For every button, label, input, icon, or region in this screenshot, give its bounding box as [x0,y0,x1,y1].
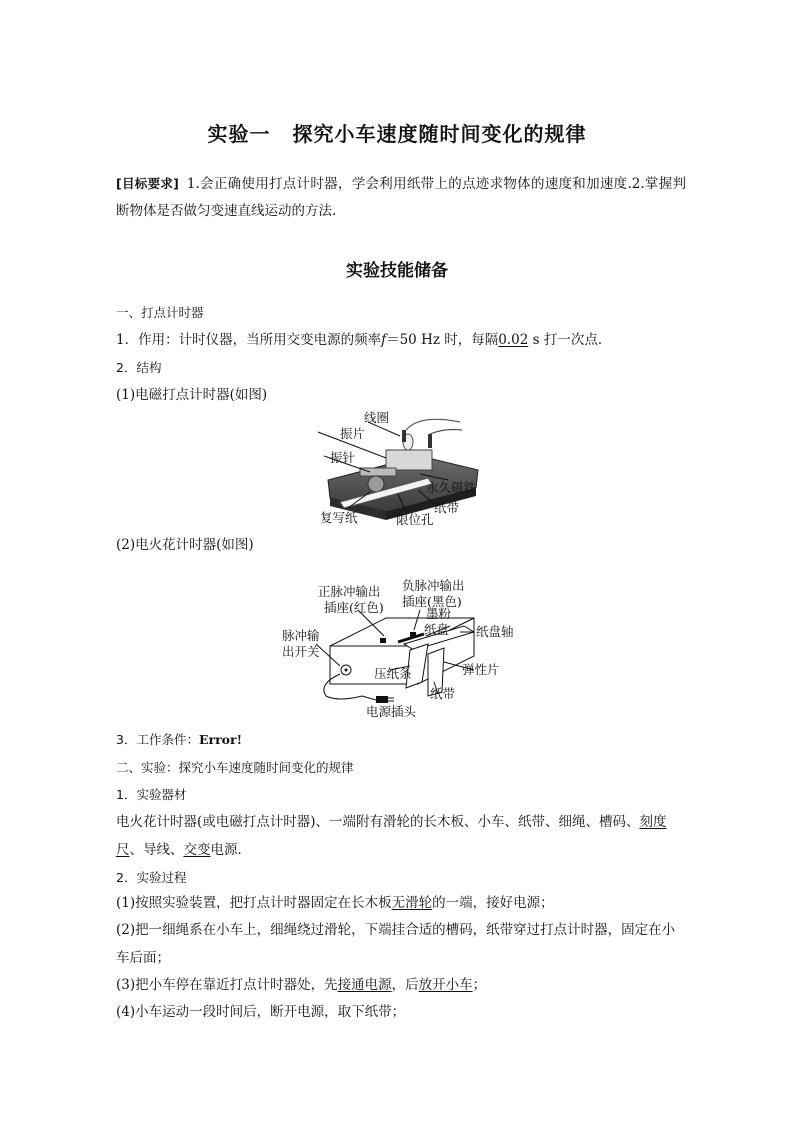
label-vibrating-piece: 振片 [340,426,366,441]
label-limit-hole: 限位孔 [396,512,434,527]
label-disc-axis: 纸盘轴 [476,624,514,639]
figure-electromagnetic-timer [300,408,520,530]
item-materials: 1．实验器材 [116,787,187,802]
label-neg-socket-color: 插座(黑色) [402,594,462,609]
label-tape: 纸带 [434,500,460,515]
sub-electromagnetic: (1)电磁打点计时器(如图) [116,387,268,403]
item-procedure: 2．实验过程 [116,870,187,885]
label-tape: 纸带 [430,686,456,701]
label-pos-socket-color: 插座(红色) [324,600,384,615]
goal-text: 1.会正确使用打点计时器，学会利用纸带上的点迹求物体的速度和加速度.2.掌握判断物体是否做匀变速直线运动的方法. [116,176,686,219]
section-title: 实验技能储备 [346,261,448,281]
item-working-condition: 3．工作条件：Error! [116,732,243,747]
label-ink: 墨粉 [426,606,452,621]
item-function: 1．作用：计时仪器，当所用交变电源的频率f＝50 Hz 时，每隔0.02 s 打一次点． [116,332,612,348]
label-press-strip: 压纸条 [374,666,412,681]
goal-paragraph [116,170,686,225]
label-paper-disc: 纸盘 [424,622,450,637]
label-neg-socket: 负脉冲输出 [402,578,465,593]
figure-spark-timer [278,574,518,720]
heading-timer: 一、打点计时器 [116,305,204,320]
step-1: (1)按照实验装置，把打点计时器固定在长木板无滑轮的一端，接好电源； [116,895,554,911]
label-elastic-piece: 弹性片 [462,662,500,677]
page-title [0,118,794,147]
step-2: (2)把一细绳系在小车上，细绳绕过滑轮，下端挂合适的槽码，纸带穿过打点计时器，固定在小车后面； [116,922,676,966]
label-power-plug: 电源插头 [366,704,417,719]
heading-experiment: 二、实验：探究小车速度随时间变化的规律 [116,760,354,775]
title-part2: 探究小车速度随时间变化的规律 [292,122,587,146]
step-4: (4)小车运动一段时间后，断开电源，取下纸带； [116,1004,406,1020]
item-structure: 2．结构 [116,360,162,375]
label-pos-socket: 正脉冲输出 [318,584,381,599]
period-value: 0.02 [498,332,529,348]
label-pulse-switch-2: 出开关 [282,644,320,659]
goal-tag: [目标要求] [116,176,179,191]
label-magnet: 永久磁铁 [426,480,477,495]
title-part1: 实验一 [207,122,271,146]
label-coil: 线圈 [364,410,390,425]
label-vibrating-needle: 振针 [330,450,356,465]
materials-text: 电火花计时器(或电磁打点计时器)、一端附有滑轮的长木板、小车、纸带、细绳、槽码、刻度尺、导线、交变电源． [116,814,667,858]
step-3: (3)把小车停在靠近打点计时器处，先接通电源，后放开小车； [116,977,487,993]
sub-spark-timer: (2)电火花计时器(如图) [116,537,254,553]
label-carbon-paper: 复写纸 [320,510,358,525]
label-pulse-switch: 脉冲输 [282,628,320,643]
